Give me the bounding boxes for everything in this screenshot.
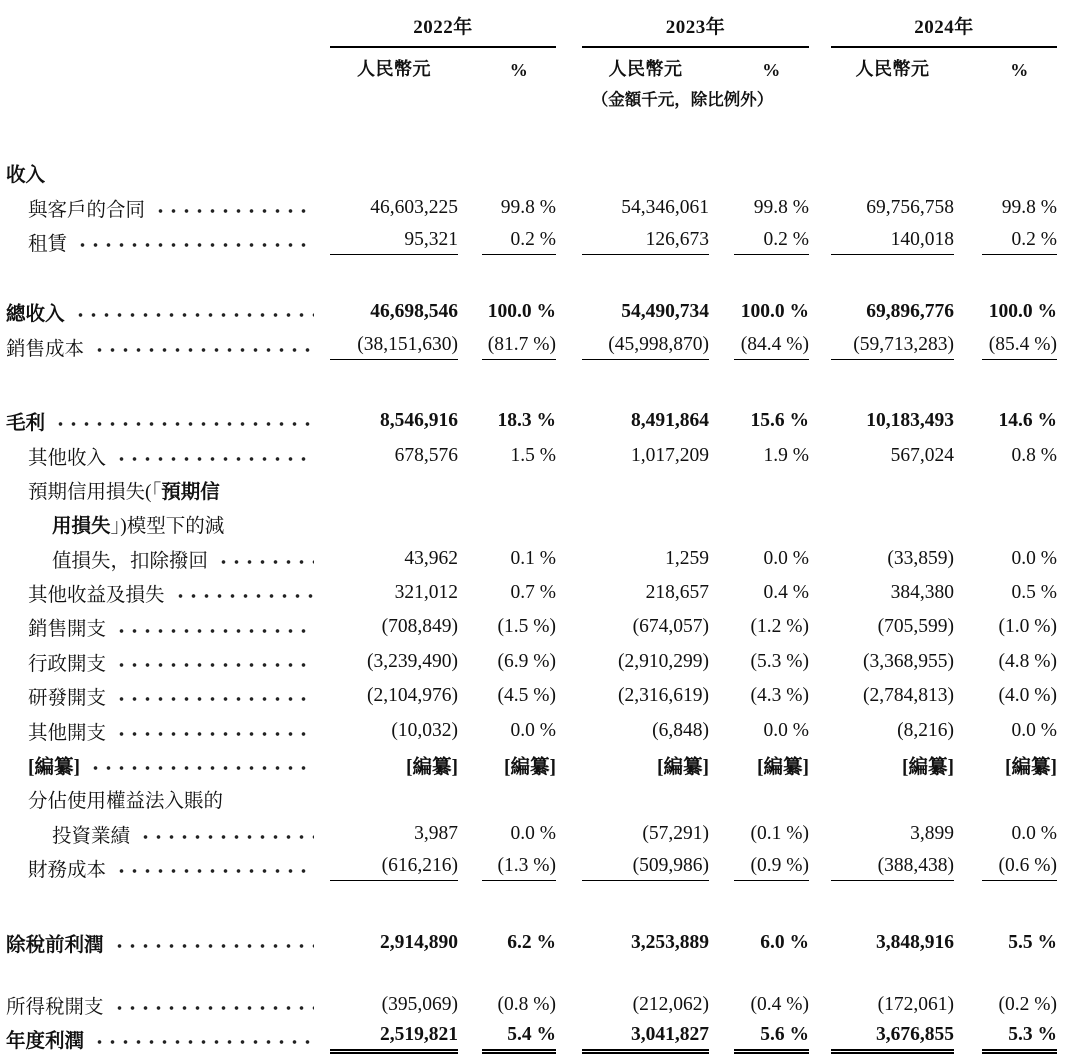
row-label-text: 其他開支 xyxy=(28,722,107,744)
row-label-text: 投資業績 xyxy=(52,825,131,847)
row-label-text: 所得稅開支 xyxy=(6,997,104,1018)
value-cell: 95,321 xyxy=(330,229,458,255)
value-cell: 0.4 % xyxy=(763,582,809,604)
leader-dots xyxy=(111,929,314,957)
value-cell: (0.4 %) xyxy=(750,994,809,1015)
row-label-text: 總收入 xyxy=(6,304,65,326)
row-label xyxy=(6,929,330,957)
row-label-text: 與客戶的合同 xyxy=(28,199,146,221)
leader-dots xyxy=(152,194,314,222)
year-label: 2023年 xyxy=(665,17,726,38)
value-cell: 0.0 % xyxy=(763,719,809,741)
table-row xyxy=(6,576,1080,610)
value-cell: 6.0 % xyxy=(760,931,809,953)
leader-dots xyxy=(113,717,314,745)
value-cell: (4.5 %) xyxy=(497,685,556,707)
table-header-units xyxy=(6,55,1080,81)
value-cell: 3,253,889 xyxy=(631,931,709,953)
value-cell: 0.8 % xyxy=(1011,444,1057,466)
value-cell: 0.1 % xyxy=(510,547,556,569)
year-label: 2024年 xyxy=(914,17,974,38)
value-cell: 1.5 % xyxy=(510,444,556,466)
value-cell: 99.8 % xyxy=(500,196,556,218)
table-row xyxy=(6,295,1080,329)
table-header-note-row xyxy=(6,86,1080,110)
value-cell: 0.0 % xyxy=(1011,822,1057,844)
leader-dots xyxy=(113,854,314,882)
row-label-text: 年度利潤 xyxy=(6,1031,85,1053)
row-label-text: [編纂] xyxy=(28,757,80,779)
value-cell: 384,380 xyxy=(890,582,954,604)
table-row xyxy=(6,679,1080,713)
row-label-text: 值損失，扣除撥回 xyxy=(52,550,209,572)
value-cell: 0.2 % xyxy=(734,229,809,255)
row-label xyxy=(6,407,330,435)
row-label-text: 銷售成本 xyxy=(6,338,85,360)
row-label xyxy=(6,785,330,813)
row-label-text: 用損失 xyxy=(52,516,111,538)
leader-dots xyxy=(87,751,314,779)
row-label xyxy=(6,991,330,1019)
row-label-text: 其他收入 xyxy=(28,447,107,469)
value-cell: 5.3 % xyxy=(982,1024,1057,1054)
section-gap xyxy=(6,259,1080,295)
value-cell: (4.3 %) xyxy=(750,685,809,707)
value-cell: 0.2 % xyxy=(982,229,1057,255)
value-cell: (81.7 %) xyxy=(482,334,556,360)
row-label xyxy=(6,854,330,882)
value-cell: 0.0 % xyxy=(510,719,556,741)
table-row xyxy=(6,713,1080,747)
value-cell: 3,899 xyxy=(910,822,954,844)
row-label xyxy=(6,442,330,470)
percent-header: % xyxy=(509,60,529,80)
value-cell: (0.9 %) xyxy=(734,855,809,881)
value-cell: 0.7 % xyxy=(510,582,556,604)
value-cell: [編纂] xyxy=(1005,757,1057,779)
table-row xyxy=(6,542,1080,576)
value-cell: (388,438) xyxy=(831,855,954,881)
leader-dots xyxy=(72,298,314,326)
section-gap xyxy=(6,960,1080,988)
row-label xyxy=(6,159,330,187)
value-cell: 218,657 xyxy=(645,582,709,604)
table-row xyxy=(6,438,1080,472)
value-cell: 46,603,225 xyxy=(370,196,458,218)
row-label-text: 預期信用損失(「 xyxy=(28,481,162,503)
value-cell: (2,784,813) xyxy=(863,685,954,707)
value-cell: (3,368,955) xyxy=(863,650,954,672)
row-label xyxy=(6,545,330,573)
table-row xyxy=(6,610,1080,644)
row-label xyxy=(6,510,330,538)
year-header-2024 xyxy=(831,12,1057,48)
units-note: （金額千元，除比例外） xyxy=(591,90,774,109)
value-cell: 54,490,734 xyxy=(621,301,709,323)
leader-dots xyxy=(137,820,314,848)
value-cell: 5.6 % xyxy=(734,1024,809,1054)
value-cell: (705,599) xyxy=(877,616,954,638)
value-cell: 5.5 % xyxy=(1008,931,1057,953)
row-label-text: 分佔使用權益法入賬的 xyxy=(28,791,224,813)
table-row xyxy=(6,330,1080,364)
row-label xyxy=(6,613,330,641)
value-cell: (33,859) xyxy=(887,547,954,569)
value-cell: 14.6 % xyxy=(998,410,1057,432)
value-cell: [編纂] xyxy=(504,757,556,779)
table-row xyxy=(6,925,1080,959)
leader-dots xyxy=(91,333,314,361)
value-cell: (38,151,630) xyxy=(330,334,458,360)
row-label xyxy=(6,648,330,676)
value-cell: (0.2 %) xyxy=(998,994,1057,1015)
value-cell: 0.0 % xyxy=(763,547,809,569)
value-cell: 2,519,821 xyxy=(330,1024,458,1054)
value-cell: 3,676,855 xyxy=(831,1024,954,1054)
value-cell: (85.4 %) xyxy=(982,334,1057,360)
year-header-2023 xyxy=(582,12,809,48)
value-cell: 8,546,916 xyxy=(380,410,458,432)
table-row xyxy=(6,225,1080,259)
value-cell: 0.0 % xyxy=(1011,719,1057,741)
value-cell: (1.0 %) xyxy=(998,616,1057,638)
value-cell: 3,041,827 xyxy=(582,1024,709,1054)
leader-dots xyxy=(215,545,314,573)
table-row xyxy=(6,645,1080,679)
section-gap xyxy=(6,364,1080,404)
value-cell: (5.3 %) xyxy=(750,650,809,672)
table-row xyxy=(6,156,1080,190)
row-label-text: 收入 xyxy=(6,165,46,187)
currency-header: 人民幣元 xyxy=(357,59,431,79)
row-label-text: 行政開支 xyxy=(28,653,107,675)
value-cell: 43,962 xyxy=(404,547,458,569)
table-header-years xyxy=(6,12,1080,48)
table-row xyxy=(6,507,1080,541)
value-cell: 46,698,546 xyxy=(370,301,458,323)
value-cell: (0.8 %) xyxy=(497,994,556,1015)
year-header-2022 xyxy=(330,12,556,48)
value-cell: (1.2 %) xyxy=(750,616,809,638)
row-label xyxy=(6,717,330,745)
table-row xyxy=(6,817,1080,851)
value-cell: 8,491,864 xyxy=(631,410,709,432)
table-row xyxy=(6,190,1080,224)
row-label-text: 除稅前利潤 xyxy=(6,934,104,956)
row-label xyxy=(6,476,330,504)
value-cell: 10,183,493 xyxy=(866,410,954,432)
value-cell: 18.3 % xyxy=(497,410,556,432)
row-label-text: 」)模型下的減 xyxy=(110,516,225,538)
value-cell: 3,987 xyxy=(414,822,458,844)
row-label xyxy=(6,1025,330,1053)
value-cell: (84.4 %) xyxy=(734,334,809,360)
value-cell: (59,713,283) xyxy=(831,334,954,360)
row-label xyxy=(6,751,330,779)
currency-header: 人民幣元 xyxy=(855,59,930,79)
value-cell: (8,216) xyxy=(897,719,954,741)
percent-header: % xyxy=(762,60,781,80)
value-cell: 2,914,890 xyxy=(380,931,458,953)
value-cell: 0.0 % xyxy=(510,822,556,844)
value-cell: 3,848,916 xyxy=(876,931,954,953)
value-cell: (4.0 %) xyxy=(998,685,1057,707)
value-cell: [編纂] xyxy=(406,757,458,779)
value-cell: (172,061) xyxy=(877,994,954,1015)
row-label-text: 毛利 xyxy=(6,413,46,435)
value-cell: 6.2 % xyxy=(507,931,556,953)
value-cell: 567,024 xyxy=(890,444,954,466)
value-cell: 1.9 % xyxy=(763,444,809,466)
value-cell: 0.5 % xyxy=(1011,582,1057,604)
leader-dots xyxy=(113,682,314,710)
year-label: 2022年 xyxy=(413,17,473,38)
value-cell: 140,018 xyxy=(831,229,954,255)
value-cell: (708,849) xyxy=(381,616,458,638)
table-row xyxy=(6,473,1080,507)
currency-header: 人民幣元 xyxy=(608,59,683,79)
table-row xyxy=(6,782,1080,816)
value-cell: 99.8 % xyxy=(753,196,809,218)
row-label xyxy=(6,298,330,326)
value-cell: [編纂] xyxy=(657,757,709,779)
value-cell: (6.9 %) xyxy=(497,650,556,672)
value-cell: (395,069) xyxy=(381,994,458,1015)
value-cell: 54,346,061 xyxy=(621,196,709,218)
row-label xyxy=(6,333,330,361)
value-cell: (2,316,619) xyxy=(618,685,709,707)
value-cell: (616,216) xyxy=(330,855,458,881)
value-cell: (3,239,490) xyxy=(367,650,458,672)
percent-header: % xyxy=(1010,60,1029,80)
row-label xyxy=(6,579,330,607)
leader-dots xyxy=(172,579,314,607)
value-cell: 0.0 % xyxy=(1011,547,1057,569)
value-cell: 1,017,209 xyxy=(631,444,709,466)
table-row xyxy=(6,851,1080,885)
value-cell: (1.5 %) xyxy=(497,616,556,638)
leader-dots xyxy=(113,442,314,470)
row-label-text: 銷售開支 xyxy=(28,619,107,641)
leader-dots xyxy=(91,1025,314,1053)
value-cell: (45,998,870) xyxy=(582,334,709,360)
value-cell: [編纂] xyxy=(902,757,954,779)
value-cell: 15.6 % xyxy=(750,410,809,432)
leader-dots xyxy=(52,407,314,435)
section-gap xyxy=(6,885,1080,925)
row-label xyxy=(6,820,330,848)
value-cell: (6,848) xyxy=(652,719,709,741)
row-label-text: 租賃 xyxy=(28,233,68,255)
value-cell: (10,032) xyxy=(391,719,458,741)
leader-dots xyxy=(113,613,314,641)
table-row xyxy=(6,748,1080,782)
table-row xyxy=(6,1022,1080,1056)
value-cell: 1,259 xyxy=(665,547,709,569)
row-label xyxy=(6,228,330,256)
leader-dots xyxy=(74,228,314,256)
value-cell: 678,576 xyxy=(394,444,458,466)
row-label-text: 財務成本 xyxy=(28,860,107,882)
value-cell: (57,291) xyxy=(642,822,709,844)
value-cell: (509,986) xyxy=(582,855,709,881)
value-cell: 100.0 % xyxy=(487,301,556,323)
value-cell: 69,896,776 xyxy=(866,301,954,323)
value-cell: (212,062) xyxy=(632,994,709,1015)
value-cell: 100.0 % xyxy=(740,301,809,323)
value-cell: 126,673 xyxy=(582,229,709,255)
leader-dots xyxy=(113,648,314,676)
value-cell: (0.6 %) xyxy=(982,855,1057,881)
value-cell: (4.8 %) xyxy=(998,650,1057,672)
table-row xyxy=(6,404,1080,438)
value-cell: 0.2 % xyxy=(482,229,556,255)
row-label-text: 研發開支 xyxy=(28,688,107,710)
value-cell: [編纂] xyxy=(757,757,809,779)
leader-dots xyxy=(111,991,314,1019)
row-label xyxy=(6,194,330,222)
table-row xyxy=(6,988,1080,1022)
value-cell: (674,057) xyxy=(632,616,709,638)
value-cell: 100.0 % xyxy=(988,301,1057,323)
row-label-text: 其他收益及損失 xyxy=(28,585,165,607)
value-cell: 321,012 xyxy=(394,582,458,604)
value-cell: 5.4 % xyxy=(482,1024,556,1054)
value-cell: 69,756,758 xyxy=(866,196,954,218)
row-label xyxy=(6,682,330,710)
value-cell: (0.1 %) xyxy=(750,822,809,844)
value-cell: (1.3 %) xyxy=(482,855,556,881)
row-label-text: 預期信 xyxy=(161,481,220,503)
table-body xyxy=(6,156,1080,1057)
value-cell: 99.8 % xyxy=(1001,196,1057,218)
value-cell: (2,910,299) xyxy=(618,650,709,672)
value-cell: (2,104,976) xyxy=(367,685,458,707)
